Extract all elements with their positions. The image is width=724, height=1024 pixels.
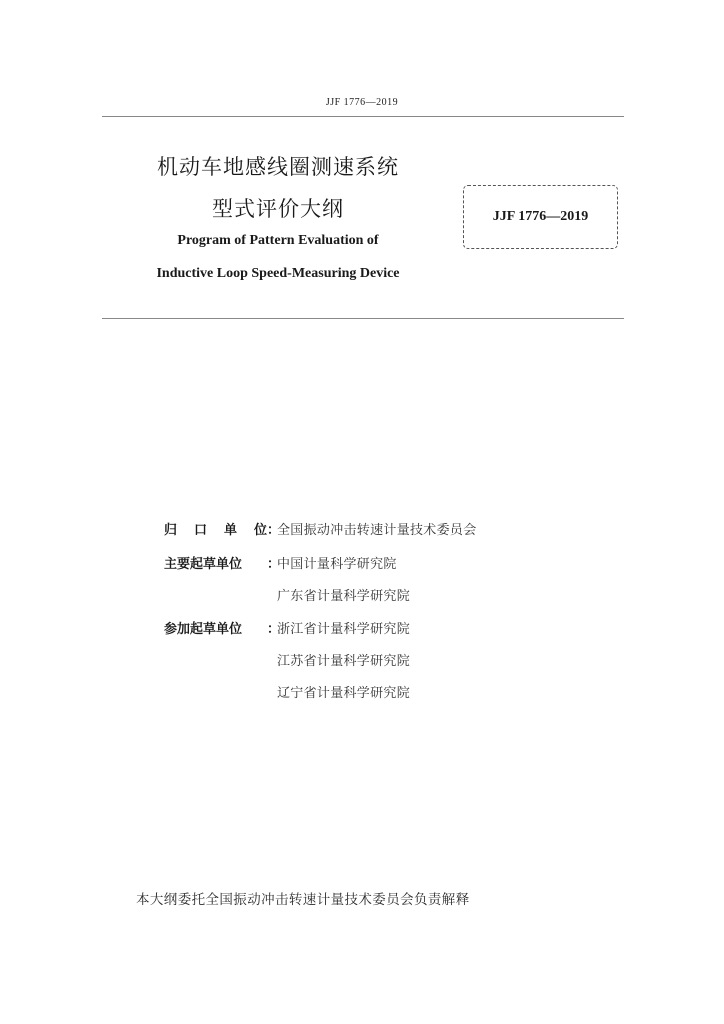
participating-drafting-colon: ： (267, 621, 281, 637)
participating-drafting-row-3 (164, 681, 410, 701)
participating-drafting-row-2 (164, 649, 410, 669)
bottom-divider (102, 318, 624, 319)
participating-drafting-value-2: 江苏省计量科学研究院 (277, 653, 411, 669)
title-chinese-line2: 型式评价大纲 (212, 197, 344, 221)
main-drafting-label: 主要起草单位 (164, 556, 243, 572)
interpretation-note: 本大纲委托全国振动冲击转速计量技术委员会负责解释 (136, 892, 470, 908)
participating-drafting-value-1: 浙江省计量科学研究院 (277, 621, 411, 637)
title-chinese-line1: 机动车地感线圈测速系统 (157, 155, 399, 179)
standard-code-box-text: JJF 1776—2019 (492, 209, 589, 224)
main-drafting-colon: ： (267, 556, 281, 572)
responsible-unit-label: 归 口 单 位 (164, 522, 267, 538)
top-divider (102, 116, 624, 117)
header-standard-code: JJF 1776—2019 (325, 97, 399, 108)
title-english-line1: Program of Pattern Evaluation of (177, 233, 379, 248)
participating-drafting-value-3: 辽宁省计量科学研究院 (277, 685, 411, 701)
responsible-unit-value: 全国振动冲击转速计量技术委员会 (277, 522, 477, 538)
participating-drafting-row (164, 617, 410, 637)
main-drafting-row (164, 552, 397, 572)
main-drafting-row-2 (164, 584, 410, 604)
responsible-unit-colon: ： (267, 522, 281, 538)
participating-drafting-label: 参加起草单位 (164, 621, 243, 637)
standard-code-box (463, 185, 618, 249)
main-drafting-value-2: 广东省计量科学研究院 (277, 588, 411, 604)
responsible-unit-row (164, 518, 477, 538)
main-drafting-value-1: 中国计量科学研究院 (277, 556, 397, 572)
title-english-line2: Inductive Loop Speed-Measuring Device (156, 266, 400, 281)
